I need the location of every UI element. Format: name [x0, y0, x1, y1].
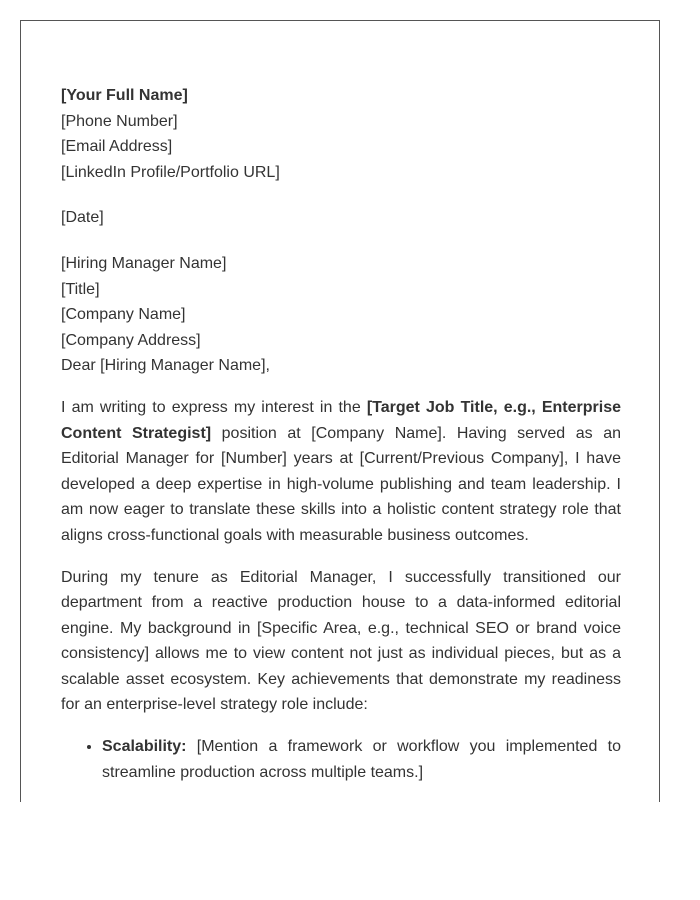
recipient-manager-name: [Hiring Manager Name] — [61, 254, 227, 272]
intro-paragraph — [61, 395, 621, 549]
letter-content — [61, 83, 621, 785]
recipient-title: [Title] — [61, 280, 100, 298]
sender-block — [61, 83, 621, 185]
recipient-block — [61, 251, 621, 353]
intro-paragraph-start: I am writing to express my interest in the — [61, 398, 367, 416]
salutation: Dear [Hiring Manager Name], — [61, 357, 270, 375]
recipient-company-address: [Company Address] — [61, 331, 201, 349]
recipient-company-name: [Company Name] — [61, 306, 186, 324]
sender-profile-url: [LinkedIn Profile/Portfolio URL] — [61, 163, 280, 181]
experience-paragraph: During my tenure as Editorial Manager, I successfully transitioned our department from a reactive production house to a data-informed editorial engine. My background in [Specific Area, e.g., technical SEO or brand voice consistency] allows me to view content not just as individual pieces, but as a scalable asset ecosystem. Key achievements that demonstrate my readiness for an enterprise-level strategy role include: — [61, 568, 621, 714]
achievement-text: [Mention a framework or workflow you implemented to streamline production across multiple teams.] — [102, 738, 621, 781]
sender-name: [Your Full Name] — [61, 87, 188, 104]
intro-paragraph-end: position at [Company Name]. Having served as an Editorial Manager for [Number] years at [Current/Previous Company], I have developed a deep expertise in high-volume publishing and team leadership. I am now eager to translate these skills into a holistic content strategy role that aligns cross-functional goals with measurable business outcomes. — [61, 424, 621, 544]
target-job-title: [Target Job Title, e.g., Enterprise Content Strategist] — [61, 398, 621, 442]
sender-phone: [Phone Number] — [61, 112, 178, 130]
letter-date: [Date] — [61, 209, 104, 227]
achievement-item — [102, 734, 621, 785]
achievement-label: Scalability: — [102, 738, 187, 756]
sender-email: [Email Address] — [61, 138, 173, 156]
achievements-list — [61, 734, 621, 785]
letter-page — [20, 20, 660, 802]
date-block — [61, 205, 621, 231]
